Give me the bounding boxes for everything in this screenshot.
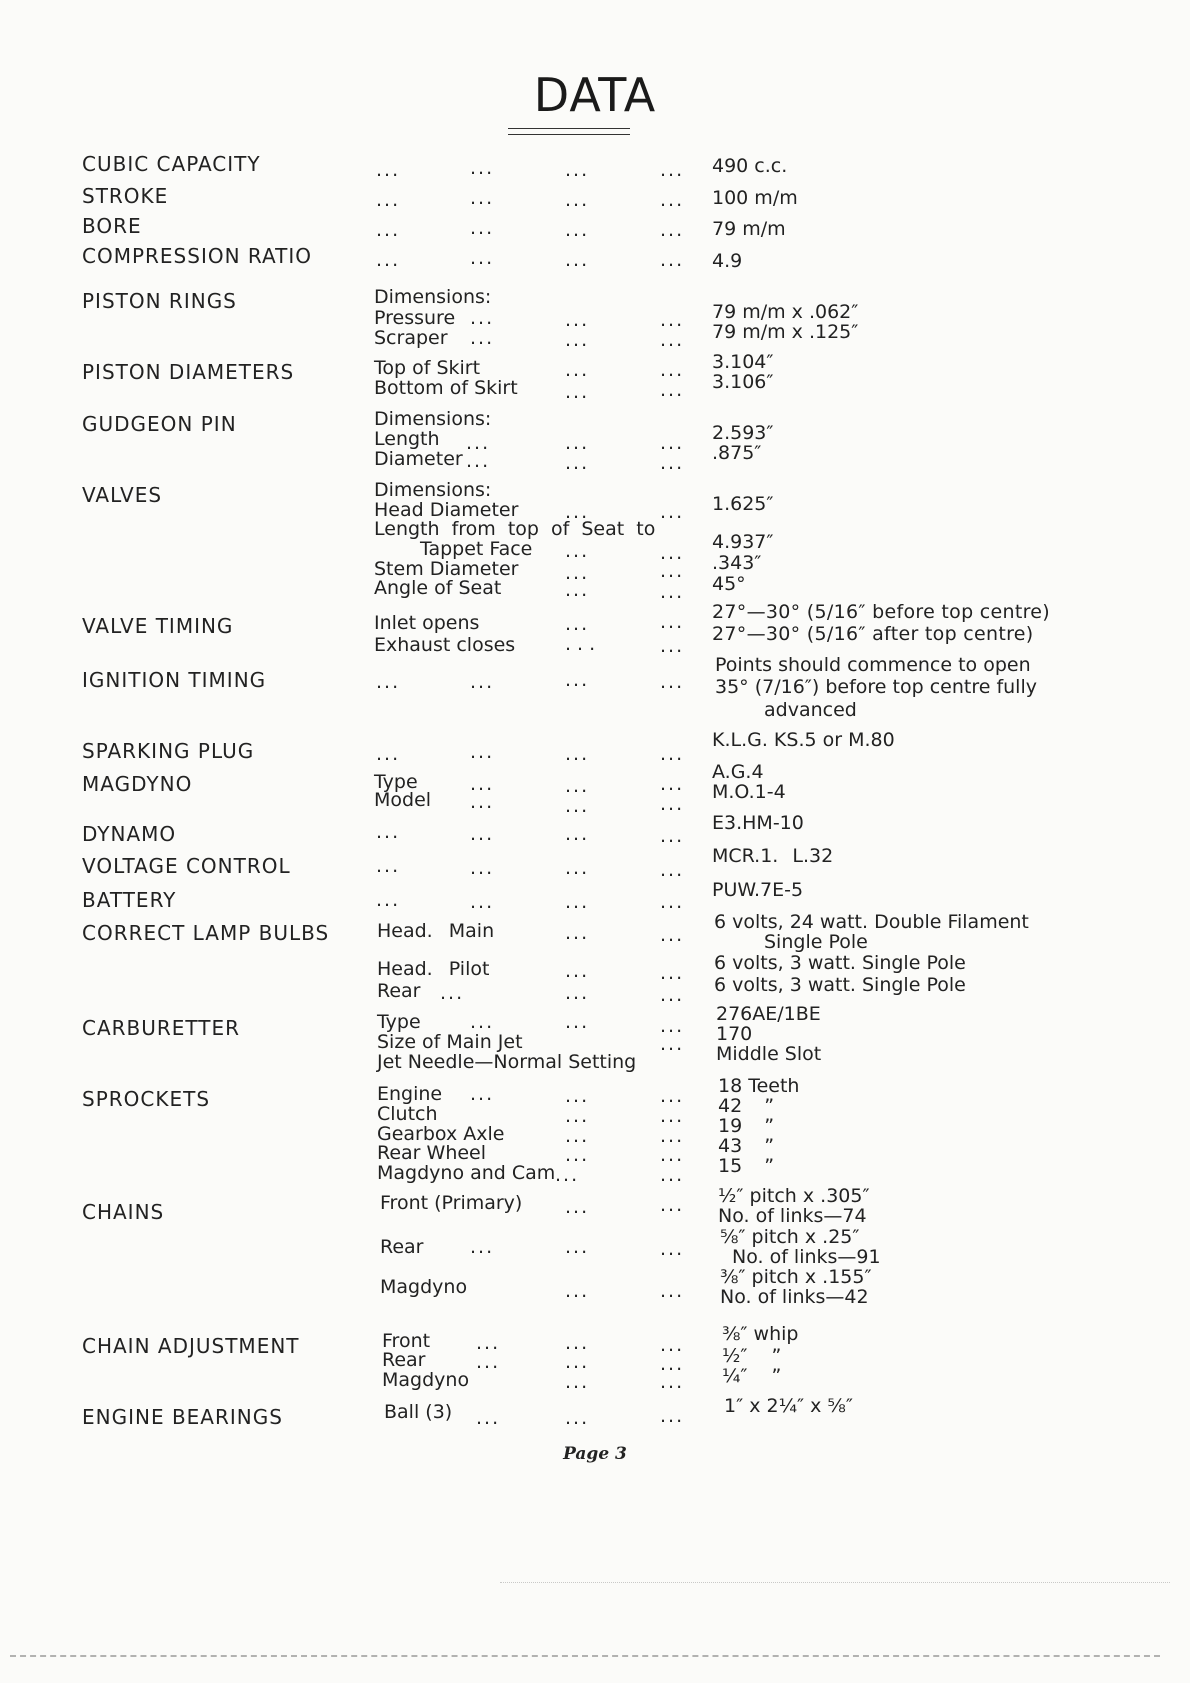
leader-dots: ... xyxy=(565,359,590,381)
leader-dots: ... xyxy=(660,1334,685,1356)
chain-rear-value: ⅝″ pitch x .25″ xyxy=(720,1226,860,1248)
carb-jet-needle-name: Jet Needle—Normal Setting xyxy=(377,1051,637,1073)
piston-rings-heading: Dimensions: xyxy=(374,286,492,308)
leader-dots: ... xyxy=(660,1164,685,1186)
sprocket-rear-wheel-value: 43 ” xyxy=(718,1135,775,1157)
leader-dots: ... xyxy=(470,741,495,763)
leader-dots: ... xyxy=(565,1085,590,1107)
gudgeon-pin-label: GUDGEON PIN xyxy=(82,412,237,436)
chain-adj-rear-name: Rear xyxy=(382,1349,426,1371)
carb-jet-needle-value: Middle Slot xyxy=(716,1043,822,1065)
leader-dots: ... xyxy=(476,1332,501,1354)
sprocket-gearbox-axle-name: Gearbox Axle xyxy=(377,1123,505,1145)
ignition-timing-line3: advanced xyxy=(764,699,857,721)
leader-dots: ... xyxy=(660,329,685,351)
leader-dots: ... xyxy=(376,743,401,765)
sprocket-engine-value: 18 Teeth xyxy=(718,1075,800,1097)
leader-dots: ... xyxy=(376,821,401,843)
leader-dots: ... xyxy=(565,432,590,454)
magdyno-type-name: Type xyxy=(374,771,418,793)
chain-magdyno-name: Magdyno xyxy=(380,1276,468,1298)
leader-dots: ... xyxy=(660,1033,685,1055)
leader-dots: ... xyxy=(660,1125,685,1147)
leader-dots: ... xyxy=(565,669,590,691)
leader-dots: ... xyxy=(555,1164,580,1186)
carb-main-jet-value: 170 xyxy=(716,1023,753,1045)
ignition-timing-line2: 35° (7/16″) before top centre fully xyxy=(715,676,1037,698)
valves-stem-diameter-value: .343″ xyxy=(712,552,762,574)
chain-rear-name: Rear xyxy=(380,1236,424,1258)
leader-dots: ... xyxy=(470,671,495,693)
chain-rear-links: No. of links—91 xyxy=(732,1246,881,1268)
valves-label: VALVES xyxy=(82,483,163,507)
leader-dots: ... xyxy=(565,1011,590,1033)
valve-timing-inlet-name: Inlet opens xyxy=(374,612,480,634)
chain-adj-magdyno-value: ¼″ ” xyxy=(722,1365,782,1387)
leader-dots: ... xyxy=(470,1236,495,1258)
piston-top-of-skirt-name: Top of Skirt xyxy=(374,357,481,379)
leader-dots: ... xyxy=(466,432,491,454)
lamp-head-main-value2: Single Pole xyxy=(764,931,868,953)
gudgeon-pin-diameter-value: .875″ xyxy=(712,442,762,464)
magdyno-model-name: Model xyxy=(374,789,432,811)
leader-dots: ... xyxy=(470,823,495,845)
leader-dots: ... xyxy=(565,891,590,913)
leader-dots: ... xyxy=(660,611,685,633)
scan-edge-line xyxy=(10,1655,1160,1657)
leader-dots: ... xyxy=(476,1407,501,1429)
sprocket-magdyno-cam-value: 15 ” xyxy=(718,1155,775,1177)
leader-dots: ... xyxy=(565,219,590,241)
correct-lamp-bulbs-label: CORRECT LAMP BULBS xyxy=(82,921,330,945)
leader-dots: ... xyxy=(565,249,590,271)
leader-dots: ... xyxy=(660,793,685,815)
leader-dots: ... xyxy=(565,1144,590,1166)
chain-front-links: No. of links—74 xyxy=(718,1205,867,1227)
leader-dots: ... xyxy=(565,1236,590,1258)
leader-dots: ... xyxy=(376,671,401,693)
chain-magdyno-value: ⅜″ pitch x .155″ xyxy=(720,1266,872,1288)
leader-dots: ... xyxy=(660,542,685,564)
page-title: DATA xyxy=(533,68,657,122)
carburetter-label: CARBURETTER xyxy=(82,1016,241,1040)
leader-dots: ... xyxy=(660,581,685,603)
leader-dots: ... xyxy=(565,579,590,601)
leader-dots: ... xyxy=(565,159,590,181)
leader-dots: ... xyxy=(565,540,590,562)
leader-dots: ... xyxy=(660,501,685,523)
leader-dots: ... xyxy=(660,924,685,946)
leader-dots: ... xyxy=(470,157,495,179)
sprocket-clutch-value: 42 ” xyxy=(718,1095,775,1117)
piston-rings-pressure-name: Pressure xyxy=(374,307,456,329)
piston-rings-scraper-value: 79 m/m x .125″ xyxy=(712,321,859,343)
dynamo-label: DYNAMO xyxy=(82,822,177,846)
leader-dots: ... xyxy=(660,1371,685,1393)
chains-label: CHAINS xyxy=(82,1200,165,1224)
leader-dots: ... xyxy=(660,309,685,331)
magdyno-model-value: M.O.1-4 xyxy=(712,781,786,803)
leader-dots: ... xyxy=(376,189,401,211)
carb-type-value: 276AE/1BE xyxy=(716,1003,821,1025)
leader-dots: ... xyxy=(660,1405,685,1427)
leader-dots: ... xyxy=(565,1105,590,1127)
sprocket-gearbox-axle-value: 19 ” xyxy=(718,1115,775,1137)
leader-dots: ... xyxy=(565,381,590,403)
leader-dots: ... xyxy=(470,247,495,269)
leader-dots: ... xyxy=(565,329,590,351)
leader-dots: ... xyxy=(470,307,495,329)
leader-dots: ... xyxy=(565,613,590,635)
carb-type-name: Type xyxy=(377,1011,421,1033)
leader-dots: ... xyxy=(565,922,590,944)
chain-front-name: Front (Primary) xyxy=(380,1192,523,1214)
leader-dots: ... xyxy=(660,1238,685,1260)
leader-dots: ... xyxy=(660,962,685,984)
leader-dots: ... xyxy=(376,219,401,241)
leader-dots: ... xyxy=(565,1332,590,1354)
leader-dots: ... xyxy=(440,982,465,1004)
leader-dots: ... xyxy=(470,857,495,879)
piston-rings-pressure-value: 79 m/m x .062″ xyxy=(712,301,859,323)
leader-dots: ... xyxy=(660,984,685,1006)
leader-dots: ... xyxy=(470,1011,495,1033)
leader-dots: ... xyxy=(565,1125,590,1147)
lamp-head-main-name: Head. Main xyxy=(377,920,495,942)
page-number: Page 3 xyxy=(563,1444,627,1464)
leader-dots: ... xyxy=(660,249,685,271)
valves-head-diameter-name: Head Diameter xyxy=(374,499,519,521)
lamp-head-pilot-name: Head. Pilot xyxy=(377,958,490,980)
leader-dots: ... xyxy=(470,1083,495,1105)
leader-dots: ... xyxy=(660,1353,685,1375)
leader-dots: ... xyxy=(565,1280,590,1302)
leader-dots: ... xyxy=(376,855,401,877)
valves-stem-diameter-name: Stem Diameter xyxy=(374,558,519,580)
ignition-timing-label: IGNITION TIMING xyxy=(82,668,267,692)
valves-length-line2: Tappet Face xyxy=(420,538,533,560)
leader-dots: ... xyxy=(660,359,685,381)
valves-angle-of-seat-value: 45° xyxy=(712,573,746,595)
leader-dots: ... xyxy=(565,309,590,331)
leader-dots: ... xyxy=(565,1371,590,1393)
valve-timing-exhaust-value: 27°—30° (5/16″ after top centre) xyxy=(712,623,1034,645)
valve-timing-exhaust-name: Exhaust closes xyxy=(374,634,516,656)
leader-dots: ... xyxy=(660,560,685,582)
leader-dots: ... xyxy=(660,825,685,847)
leader-dots: ... xyxy=(565,960,590,982)
leader-dots: ... xyxy=(565,823,590,845)
leader-dots: ... xyxy=(565,501,590,523)
valve-timing-inlet-value: 27°—30° (5/16″ before top centre) xyxy=(712,601,1050,623)
leader-dots: ... xyxy=(565,743,590,765)
leader-dots: ... xyxy=(470,773,495,795)
leader-dots: ... xyxy=(660,1194,685,1216)
valves-angle-of-seat-name: Angle of Seat xyxy=(374,577,502,599)
leader-dots: ... xyxy=(565,1196,590,1218)
sprocket-engine-name: Engine xyxy=(377,1083,443,1105)
chain-front-value: ½″ pitch x .305″ xyxy=(718,1185,870,1207)
sparking-plug-label: SPARKING PLUG xyxy=(82,739,255,763)
compression-ratio-label: COMPRESSION RATIO xyxy=(82,244,312,268)
engine-bearings-label: ENGINE BEARINGS xyxy=(82,1405,283,1429)
valve-timing-label: VALVE TIMING xyxy=(82,614,234,638)
chain-adj-front-name: Front xyxy=(382,1330,431,1352)
cubic-capacity-value: 490 c.c. xyxy=(712,155,788,177)
piston-top-of-skirt-value: 3.104″ xyxy=(712,351,774,373)
valves-length-value: 4.937″ xyxy=(712,531,774,553)
gudgeon-pin-diameter-name: Diameter xyxy=(374,448,463,470)
piston-rings-scraper-name: Scraper xyxy=(374,327,448,349)
leader-dots: ... xyxy=(565,1407,590,1429)
leader-dots: ... xyxy=(470,327,495,349)
valves-length-line1: Length from top of Seat to xyxy=(374,518,656,540)
sprocket-magdyno-cam-name: Magdyno and Cam xyxy=(377,1162,556,1184)
gudgeon-pin-heading: Dimensions: xyxy=(374,408,492,430)
voltage-control-label: VOLTAGE CONTROL xyxy=(82,854,291,878)
leader-dots: ... xyxy=(470,187,495,209)
leader-dots: ... xyxy=(660,743,685,765)
leader-dots: ... xyxy=(660,219,685,241)
leader-dots: ... xyxy=(376,889,401,911)
piston-bottom-of-skirt-name: Bottom of Skirt xyxy=(374,377,518,399)
leader-dots: ... xyxy=(565,1351,590,1373)
chain-adj-magdyno-name: Magdyno xyxy=(382,1369,470,1391)
gudgeon-pin-length-value: 2.593″ xyxy=(712,422,774,444)
engine-bearings-name: Ball (3) xyxy=(384,1401,453,1423)
leader-dots: ... xyxy=(565,562,590,584)
leader-dots: ... xyxy=(565,857,590,879)
leader-dots: ... xyxy=(376,249,401,271)
leader-dots: ... xyxy=(565,189,590,211)
leader-dots: ... xyxy=(660,859,685,881)
lamp-head-main-value: 6 volts, 24 watt. Double Filament xyxy=(714,911,1029,933)
leader-dots: ... xyxy=(466,450,491,472)
leader-dots: ... xyxy=(660,452,685,474)
leader-dots: ... xyxy=(565,982,590,1004)
magdyno-type-value: A.G.4 xyxy=(712,761,764,783)
leader-dots: ... xyxy=(660,773,685,795)
ignition-timing-line1: Points should commence to open xyxy=(715,654,1031,676)
leader-dots: ... xyxy=(470,891,495,913)
leader-dots: ... xyxy=(476,1351,501,1373)
leader-dots: ... xyxy=(660,379,685,401)
voltage-control-value: MCR.1. L.32 xyxy=(712,845,834,867)
gudgeon-pin-length-name: Length xyxy=(374,428,440,450)
stroke-value: 100 m/m xyxy=(712,187,798,209)
leader-dots: ... xyxy=(660,1280,685,1302)
stroke-label: STROKE xyxy=(82,184,169,208)
leader-dots: ... xyxy=(565,452,590,474)
piston-rings-label: PISTON RINGS xyxy=(82,289,237,313)
leader-dots: ... xyxy=(660,189,685,211)
leader-dots: ... xyxy=(660,432,685,454)
battery-value: PUW.7E-5 xyxy=(712,879,804,901)
magdyno-label: MAGDYNO xyxy=(82,772,193,796)
leader-dots: ... xyxy=(660,1144,685,1166)
sparking-plug-value: K.L.G. KS.5 or M.80 xyxy=(712,729,895,751)
leader-dots: ... xyxy=(660,1105,685,1127)
leader-dots: ... xyxy=(565,633,602,655)
piston-bottom-of-skirt-value: 3.106″ xyxy=(712,371,774,393)
leader-dots: ... xyxy=(660,1015,685,1037)
valves-heading: Dimensions: xyxy=(374,479,492,501)
lamp-head-pilot-value: 6 volts, 3 watt. Single Pole xyxy=(714,952,966,974)
lamp-rear-value: 6 volts, 3 watt. Single Pole xyxy=(714,974,966,996)
leader-dots: ... xyxy=(565,795,590,817)
chain-magdyno-links: No. of links—42 xyxy=(720,1286,869,1308)
leader-dots: ... xyxy=(660,635,685,657)
lamp-rear-name: Rear xyxy=(377,980,421,1002)
chain-adj-front-value: ⅜″ whip xyxy=(722,1323,799,1345)
title-underline xyxy=(508,128,630,135)
chain-adj-rear-value: ½″ ” xyxy=(722,1345,782,1367)
leader-dots: ... xyxy=(660,159,685,181)
engine-bearings-value: 1″ x 2¼″ x ⅝″ xyxy=(724,1395,853,1417)
sprocket-rear-wheel-name: Rear Wheel xyxy=(377,1142,487,1164)
leader-dots: ... xyxy=(660,671,685,693)
leader-dots: ... xyxy=(470,791,495,813)
leader-dots: ... xyxy=(470,217,495,239)
battery-label: BATTERY xyxy=(82,888,177,912)
bore-label: BORE xyxy=(82,214,142,238)
carb-main-jet-name: Size of Main Jet xyxy=(377,1031,523,1053)
bore-value: 79 m/m xyxy=(712,218,786,240)
piston-diameters-label: PISTON DIAMETERS xyxy=(82,360,295,384)
leader-dots: ... xyxy=(376,159,401,181)
chain-adjustment-label: CHAIN ADJUSTMENT xyxy=(82,1334,300,1358)
cubic-capacity-label: CUBIC CAPACITY xyxy=(82,152,261,176)
compression-ratio-value: 4.9 xyxy=(712,250,743,272)
valves-head-diameter-value: 1.625″ xyxy=(712,493,774,515)
sprockets-label: SPROCKETS xyxy=(82,1087,211,1111)
scan-artifact-line xyxy=(500,1582,1170,1583)
leader-dots: ... xyxy=(660,891,685,913)
sprocket-clutch-name: Clutch xyxy=(377,1103,438,1125)
leader-dots: ... xyxy=(660,1085,685,1107)
dynamo-value: E3.HM-10 xyxy=(712,812,804,834)
leader-dots: ... xyxy=(565,775,590,797)
